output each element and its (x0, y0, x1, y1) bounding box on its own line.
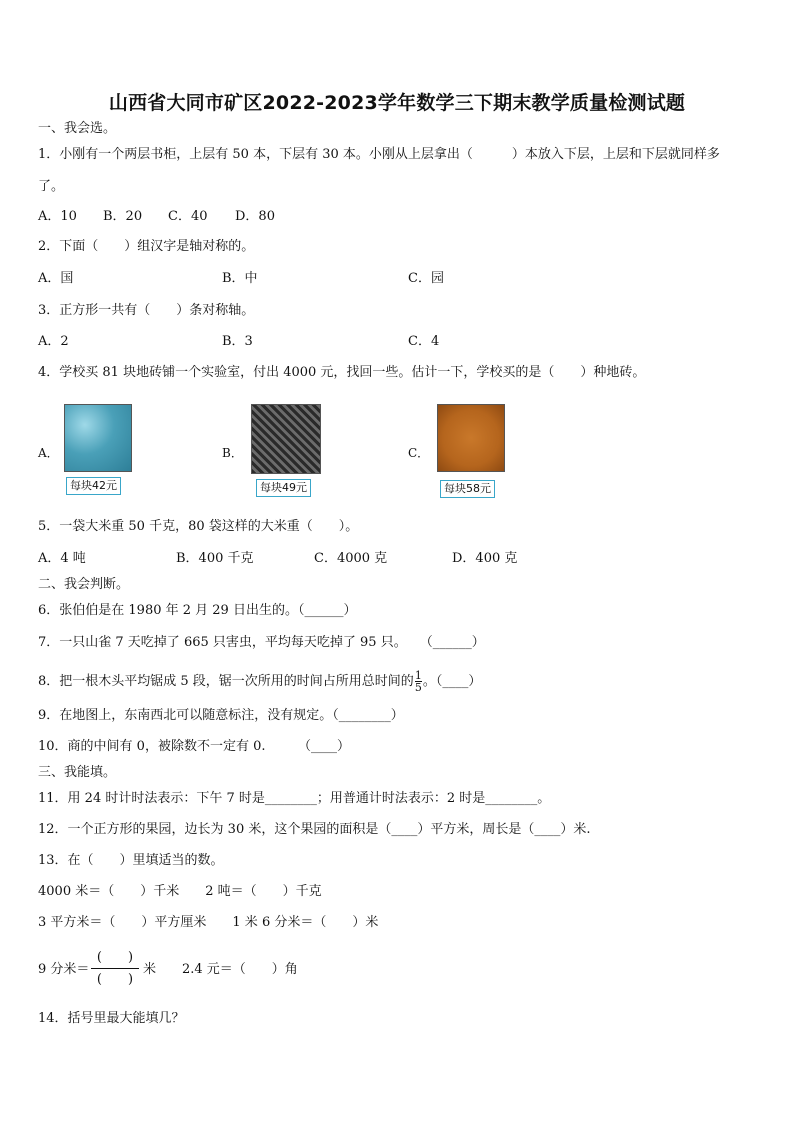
q5-option-a[interactable]: A．4 吨 (38, 551, 86, 566)
page-title: 山西省大同市矿区2022-2023学年数学三下期末教学质量检测试题 (108, 92, 686, 114)
fraction-bar (91, 968, 139, 969)
question-14-text: 14．括号里最大能填几？ (38, 1011, 185, 1026)
section-heading-1: 一、我会选。 (38, 121, 117, 136)
q4-price-b: 每块49元 (256, 479, 311, 497)
q2-option-c[interactable]: C．园 (408, 271, 444, 286)
question-6-text: 6．张伯伯是在 1980 年 2 月 29 日出生的。（______） (38, 603, 357, 618)
question-13-text: 13．在（ ）里填适当的数。 (38, 853, 224, 868)
question-5-text: 5．一袋大米重 50 千克，80 袋这样的大米重（ ）。 (38, 519, 359, 534)
q8-fraction-den: 5 (414, 681, 422, 694)
q13-fraction-den[interactable]: ( ) (96, 972, 134, 987)
question-9-text: 9．在地图上，东南西北可以随意标注，没有规定。（________） (38, 708, 404, 723)
q4-price-c: 每块58元 (440, 480, 495, 498)
question-3-text: 3．正方形一共有（ ）条对称轴。 (38, 303, 255, 318)
q1-option-d[interactable]: D．80 (235, 209, 275, 224)
q13-row-2: 3 平方米＝（ ）平方厘米 1 米 6 分米＝（ ）米 (38, 915, 379, 930)
q8-text-b: 。（____） (422, 674, 482, 689)
question-10-text: 10．商的中间有 0，被除数不一定有 0. （____） (38, 739, 350, 754)
question-2-text: 2．下面（ ）组汉字是轴对称的。 (38, 239, 255, 254)
q5-option-b[interactable]: B．400 千克 (176, 551, 254, 566)
tile-image-a (64, 404, 132, 472)
q4-option-b[interactable]: B． (222, 446, 243, 460)
question-1-text: 1．小刚有一个两层书柜，上层有 50 本，下层有 30 本。小刚从上层拿出（ ）本放入下层，上层和下层就同样多 (38, 147, 720, 162)
q4-option-c[interactable]: C． (408, 446, 430, 460)
q4-option-a[interactable]: A． (38, 446, 59, 460)
tile-image-b (251, 404, 321, 474)
q8-fraction-num: 1 (414, 669, 422, 682)
q8-text-a: 8．把一根木头平均锯成 5 段，锯一次所用的时间占所用总时间的 (38, 674, 414, 689)
q13-row-1: 4000 米＝（ ）千米 2 吨＝（ ）千克 (38, 884, 322, 899)
q1-option-a[interactable]: A．10 (38, 209, 77, 224)
q13-row-3-b: 米 2.4 元＝（ ）角 (143, 962, 298, 977)
section-heading-2: 二、我会判断。 (38, 577, 130, 592)
question-7-text: 7．一只山雀 7 天吃掉了 665 只害虫，平均每天吃掉了 95 只。 （______） (38, 635, 485, 650)
q13-row-3-a: 9 分米＝ (38, 962, 90, 977)
q4-price-a: 每块42元 (66, 477, 121, 495)
q3-option-c[interactable]: C．4 (408, 334, 440, 349)
question-4-text: 4．学校买 81 块地砖铺一个实验室，付出 4000 元，找回一些。估计一下，学校买的是（ ）种地砖。 (38, 365, 646, 380)
question-8-text (38, 670, 481, 693)
q5-option-c[interactable]: C．4000 克 (314, 551, 388, 566)
question-12-text: 12．一个正方形的果园，边长为 30 米，这个果园的面积是（____）平方米，周长是（____）米. (38, 822, 591, 837)
q13-fraction (91, 948, 139, 989)
question-1-text-cont: 了。 (38, 179, 65, 194)
q3-option-b[interactable]: B．3 (222, 334, 253, 349)
question-11-text: 11．用 24 时计时法表示：下午 7 时是________；用普通计时法表示：2 时是________。 (38, 791, 551, 806)
tile-image-c (437, 404, 505, 472)
q13-fraction-num[interactable]: ( ) (96, 950, 134, 965)
section-heading-3: 三、我能填。 (38, 765, 117, 780)
q2-option-b[interactable]: B．中 (222, 271, 258, 286)
q5-option-d[interactable]: D．400 克 (452, 551, 518, 566)
q1-option-b[interactable]: B．20 (103, 209, 143, 224)
q2-option-a[interactable]: A．国 (38, 271, 74, 286)
q8-fraction (415, 670, 422, 693)
q3-option-a[interactable]: A．2 (38, 334, 69, 349)
q1-option-c[interactable]: C．40 (168, 209, 208, 224)
